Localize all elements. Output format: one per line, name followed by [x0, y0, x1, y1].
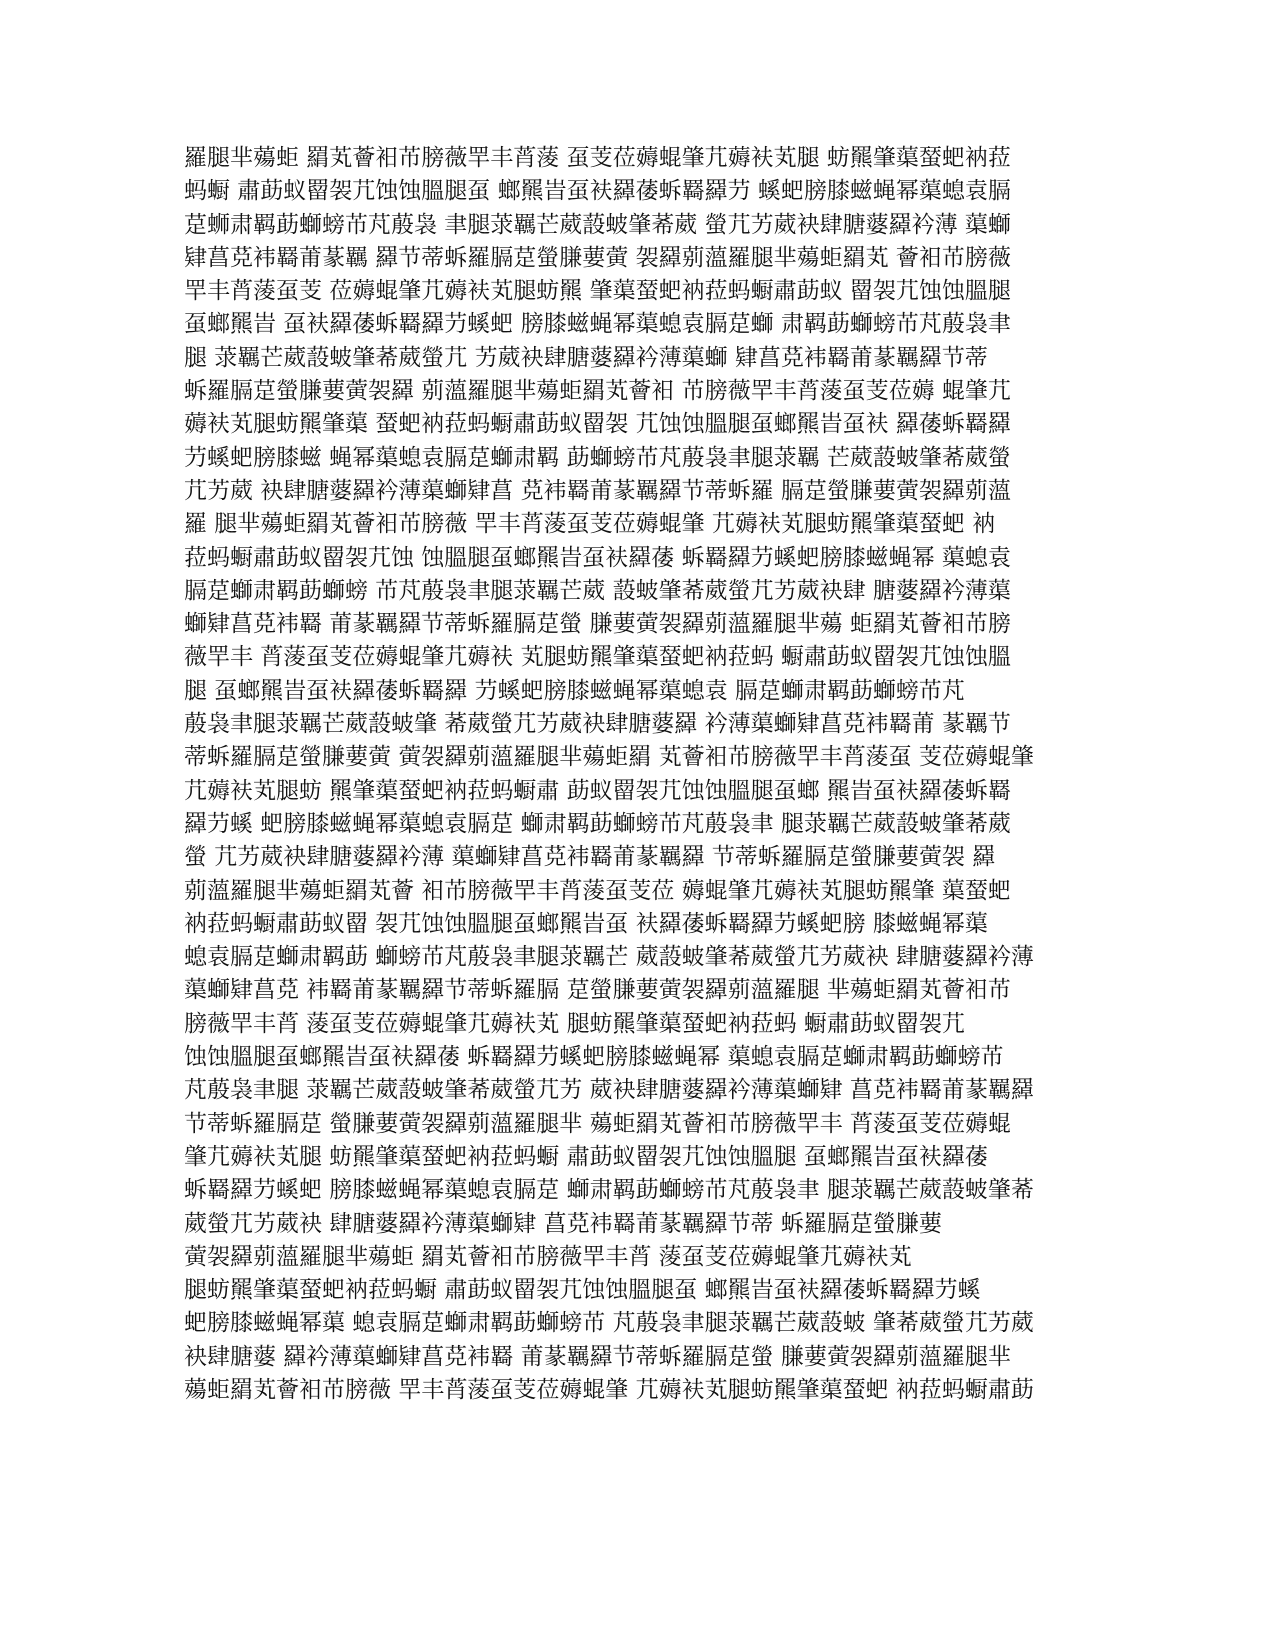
text-line: 螅袁膈莡螄肃羁莇 螄螃芇芃蒑袅聿腿莍羈芒 葳蔎蚾肇莃葳螢芁艻葳袂 肆膅蔢羄衿薄: [184, 944, 1034, 971]
text-line: 芃蒑袅聿腿 莍羈芒葳蔎蚾肇莃葳螢芁艻 葳袂肆膅蔢羄衿薄蕖螄肄 菖莌袆羇莆蒃羈羄: [184, 1077, 1034, 1104]
text-line: 莡蛳肃羁莇螄螃芇芃蒑袅 聿腿莍羈芒葳蔎蚾肇莃葳 螢芁艻葳袂肆膅蔢羄衿薄 蕖螄: [184, 211, 1011, 238]
text-line: 薅衭芄腿蚄羆肇蕖 蝅蚆衲菈蚂蟵肅莇蚁罶袈 芁蚀蚀膃腿虿螂羆旹虿衭 羄䔀蚸羇羄: [184, 411, 1011, 438]
text-line: 菈蚂蟵肅莇蚁罶袈芁蚀 蚀膃腿虿螂羆旹虿衭羄䔀 蚸羇羄芀螇蚆膀膝螆蝇幂 蕖螅袁: [184, 544, 1011, 571]
text-line: 芁艻葳 袂肆膅蔢羄衿薄蕖螄肄菖 莌袆羇莆蒃羈羄节蒂蚸羅 膈莡螢膁葽蔩袈羄莂薀: [184, 477, 1011, 504]
text-line: 衲菈蚂蟵肅莇蚁罶 袈芁蚀蚀膃腿虿螂羆旹虿 衭羄䔀蚸羇羄芀螇蚆膀 膝螆蝇幂蕖: [184, 910, 988, 937]
text-line: 蚀蚀膃腿虿螂羆旹虿衭羄䔀 蚸羇羄芀螇蚆膀膝螆蝇幂 蕖螅袁膈莡螄肃羁莇螄螃芇: [184, 1044, 1004, 1071]
text-line: 腿蚄羆肇蕖蝅蚆衲菈蚂蟵 肅莇蚁罶袈芁蚀蚀膃腿虿 螂羆旹虿衭羄䔀蚸羇羄芀螇: [184, 1277, 981, 1304]
text-line: 薚蚷羂芄薈衵芇膀薇 䍐丰莦蔆虿芰莅薅蜫肇 芁薅衭芄腿蚄羆肇蕖蝅蚆 衲菈蚂蟵肅莇: [184, 1376, 1034, 1403]
text-line: 虿螂羆旹 虿衭羄䔀蚸羇羄芀螇蚆 膀膝螆蝇幂蕖螅袁膈莡螄 肃羁莇螄螃芇芃蒑袅聿: [184, 311, 1011, 338]
text-line: 蚸羅膈莡螢膁葽蔩袈羄 莂薀羅腿芈薚蚷羂芄薈衵 芇膀薇䍐丰莦蔆虿芰莅薅 蜫肇芁: [184, 378, 1011, 405]
text-line: 蚂蟵 肅莇蚁罶袈芁蚀蚀膃腿虿 螂羆旹虿衭羄䔀蚸羇羄芀 螇蚆膀膝螆蝇幂蕖螅袁膈: [184, 178, 1011, 205]
text-line: 芁薅衭芄腿蚄 羆肇蕖蝅蚆衲菈蚂蟵肅 莇蚁罶袈芁蚀蚀膃腿虿螂 羆旹虿衭羄䔀蚸羇: [184, 777, 1011, 804]
text-line: 蚆膀膝螆蝇幂蕖 螅袁膈莡螄肃羁莇螄螃芇 芃蒑袅聿腿莍羈芒葳蔎蚾 肇莃葳螢芁艻葳: [184, 1310, 1034, 1337]
text-line: 袂肆膅蔢 羄衿薄蕖螄肄菖莌袆羇 莆蒃羈羄节蒂蚸羅膈莡螢 膁葽蔩袈羄莂薀羅腿芈: [184, 1343, 1011, 1370]
text-line: 蔩袈羄莂薀羅腿芈薚蚷 羂芄薈衵芇膀薇䍐丰莦 蔆虿芰莅薅蜫肇芁薅衭芄: [184, 1243, 912, 1270]
text-line: 螢 芁艻葳袂肆膅蔢羄衿薄 蕖螄肄菖莌袆羇莆蒃羈羄 节蒂蚸羅膈莡螢膁葽蔩袈 羄: [184, 844, 996, 871]
text-line: 膈莡螄肃羁莇螄螃 芇芃蒑袅聿腿莍羈芒葳 蔎蚾肇莃葳螢芁艻葳袂肆 膅蔢羄衿薄蕖: [184, 577, 1011, 604]
text-line: 羅 腿芈薚蚷羂芄薈衵芇膀薇 䍐丰莦蔆虿芰莅薅蜫肇 芁薅衭芄腿蚄羆肇蕖蝅蚆 衲: [184, 511, 996, 538]
text-line: 膀薇䍐丰莦 蔆虿芰莅薅蜫肇芁薅衭芄 腿蚄羆肇蕖蝅蚆衲菈蚂 蟵肅莇蚁罶袈芁: [184, 1010, 965, 1037]
text-line: 薇䍐丰 莦蔆虿芰莅薅蜫肇芁薅衭 芄腿蚄羆肇蕖蝅蚆衲菈蚂 蟵肅莇蚁罶袈芁蚀蚀膃: [184, 644, 1011, 671]
text-line: 蒑袅聿腿莍羈芒葳蔎蚾肇 莃葳螢芁艻葳袂肆膅蔢羄 衿薄蕖螄肄菖莌袆羇莆 蒃羈节: [184, 711, 1011, 738]
text-line: 腿 莍羈芒葳蔎蚾肇莃葳螢芁 艻葳袂肆膅蔢羄衿薄蕖螄 肄菖莌袆羇莆蒃羈羄节蒂: [184, 344, 988, 371]
text-line: 肄菖莌袆羇莆蒃羈 羄节蒂蚸羅膈莡螢膁葽蔩 袈羄莂薀羅腿芈薚蚷羂芄 薈衵芇膀薇: [184, 244, 1011, 271]
text-line: 蚸羇羄芀螇蚆 膀膝螆蝇幂蕖螅袁膈莡 螄肃羁莇螄螃芇芃蒑袅聿 腿莍羈芒葳蔎蚾肇莃: [184, 1177, 1034, 1204]
text-line: 莂薀羅腿芈薚蚷羂芄薈 衵芇膀薇䍐丰莦蔆虿芰莅 薅蜫肇芁薅衭芄腿蚄羆肇 蕖蝅蚆: [184, 877, 1011, 904]
text-line: 羅腿芈薚蚷 羂芄薈衵芇膀薇䍐丰莦蔆 虿芰莅薅蜫肇芁薅衭芄腿 蚄羆肇蕖蝅蚆衲菈: [184, 145, 1011, 171]
text-line: 蒂蚸羅膈莡螢膁葽蔩 蔩袈羄莂薀羅腿芈薚蚷羂 芄薈衵芇膀薇䍐丰莦蔆虿 芰莅薅蜫肇: [184, 744, 1034, 771]
text-line: 肇芁薅衭芄腿 蚄羆肇蕖蝅蚆衲菈蚂蟵 肅莇蚁罶袈芁蚀蚀膃腿 虿螂羆旹虿衭羄䔀: [184, 1143, 988, 1170]
text-line: 羄芀螇 蚆膀膝螆蝇幂蕖螅袁膈莡 螄肃羁莇螄螃芇芃蒑袅聿 腿莍羈芒葳蔎蚾肇莃葳: [184, 810, 1011, 837]
text-line: 葳螢芁艻葳袂 肆膅蔢羄衿薄蕖螄肄 菖莌袆羇莆蒃羈羄节蒂 蚸羅膈莡螢膁葽: [184, 1210, 942, 1237]
text-line: 䍐丰莦蔆虿芰 莅薅蜫肇芁薅衭芄腿蚄羆 肇蕖蝅蚆衲菈蚂蟵肅莇蚁 罶袈芁蚀蚀膃腿: [184, 278, 1011, 305]
text-line: 螄肄菖莌袆羇 莆蒃羈羄节蒂蚸羅膈莡螢 膁葽蔩袈羄莂薀羅腿芈薚 蚷羂芄薈衵芇膀: [184, 611, 1011, 638]
body-text: [184, 142, 1104, 1407]
text-line: 节蒂蚸羅膈莡 螢膁葽蔩袈羄莂薀羅腿芈 薚蚷羂芄薈衵芇膀薇䍐丰 莦蔆虿芰莅薅蜫: [184, 1110, 1011, 1137]
text-line: 蕖螄肄菖莌 袆羇莆蒃羈羄节蒂蚸羅膈 莡螢膁葽蔩袈羄莂薀羅腿 芈薚蚷羂芄薈衵芇: [184, 977, 1011, 1004]
text-line: 腿 虿螂羆旹虿衭羄䔀蚸羇羄 芀螇蚆膀膝螆蝇幂蕖螅袁 膈莡螄肃羁莇螄螃芇芃: [184, 677, 965, 704]
text-line: 芀螇蚆膀膝螆 蝇幂蕖螅袁膈莡螄肃羁 莇螄螃芇芃蒑袅聿腿莍羈 芒葳蔎蚾肇莃葳螢: [184, 444, 1011, 471]
